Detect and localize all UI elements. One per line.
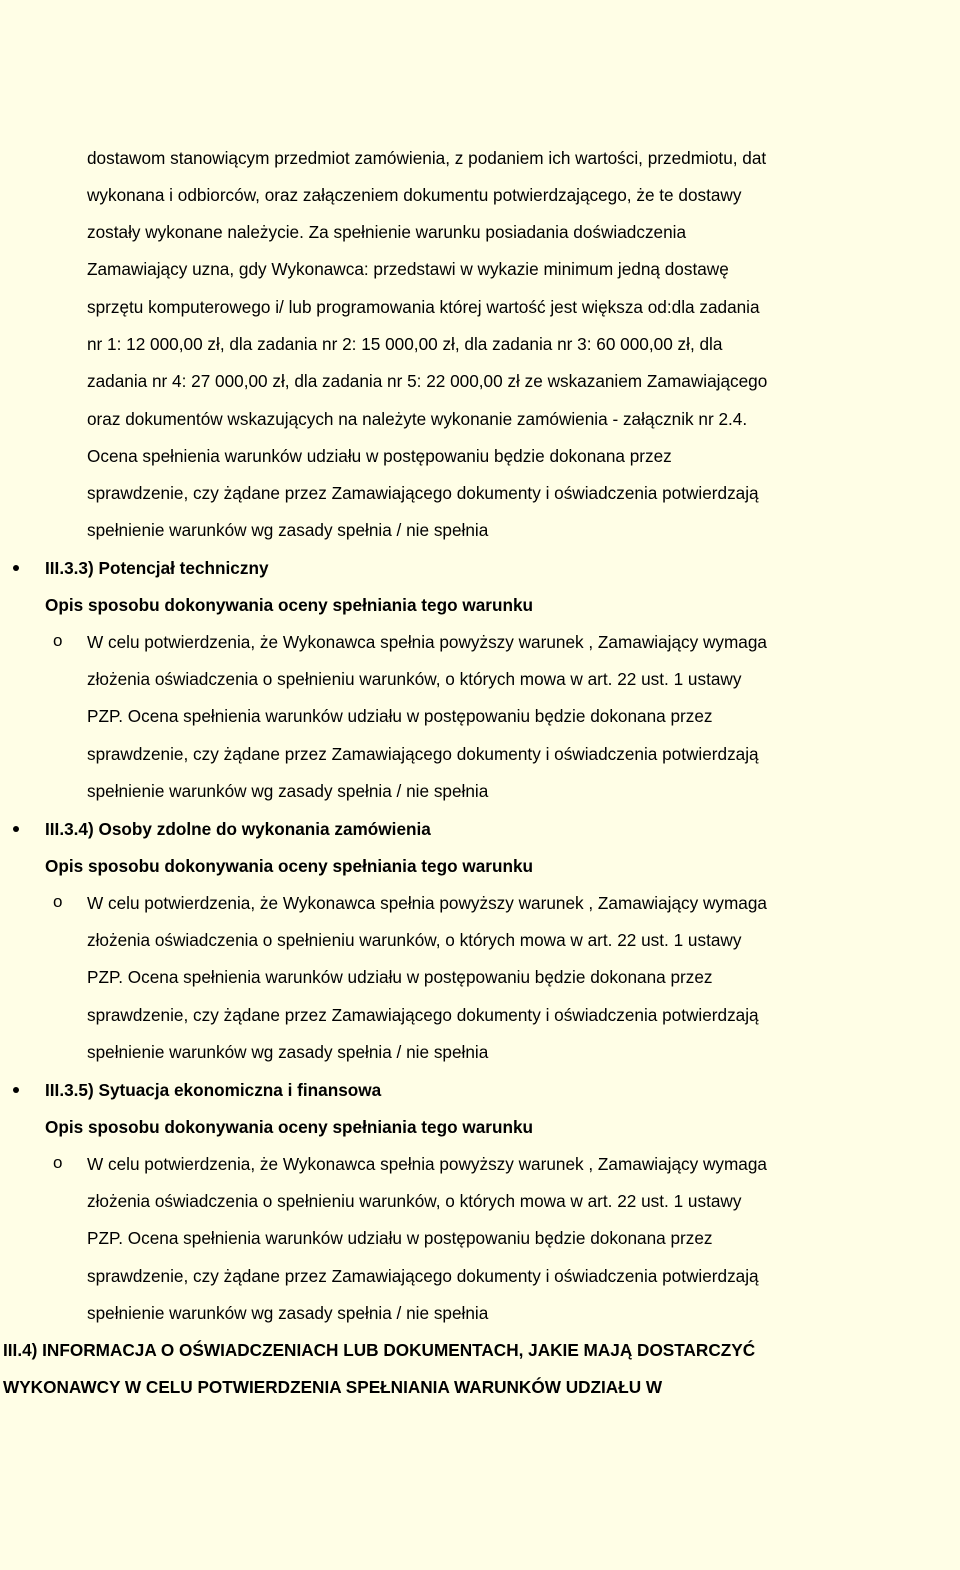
section-line: W celu potwierdzenia, że Wykonawca spełnia powyższy warunek , Zamawiający wymaga [87, 1154, 767, 1174]
section-heading: III.3.3) Potencjał techniczny [45, 558, 269, 578]
intro-line: sprawdzenie, czy żądane przez Zamawiającego dokumenty i oświadczenia potwierdzają [87, 483, 759, 503]
sub-bullet-icon: o [53, 892, 63, 911]
intro-line: dostawom stanowiącym przedmiot zamówienia, z podaniem ich wartości, przedmiotu, dat [87, 148, 767, 168]
intro-line: sprzętu komputerowego i/ lub programowania której wartość jest większa od:dla zadania [87, 297, 760, 317]
intro-line: oraz dokumentów wskazujących na należyte wykonanie zamówienia - załącznik nr 2.4. [87, 409, 748, 429]
section-line: złożenia oświadczenia o spełnieniu warunków, o których mowa w art. 22 ust. 1 ustawy [87, 669, 742, 689]
section-subheading: Opis sposobu dokonywania oceny spełniania tego warunku [45, 595, 534, 615]
intro-line: nr 1: 12 000,00 zł, dla zadania nr 2: 15 000,00 zł, dla zadania nr 3: 60 000,00 zł, dla [87, 334, 723, 354]
bullet-icon [13, 565, 19, 571]
section-line: sprawdzenie, czy żądane przez Zamawiającego dokumenty i oświadczenia potwierdzają [87, 1005, 759, 1025]
section-line: sprawdzenie, czy żądane przez Zamawiającego dokumenty i oświadczenia potwierdzają [87, 1266, 759, 1286]
section-line: PZP. Ocena spełnienia warunków udziału w postępowaniu będzie dokonana przez [87, 706, 713, 726]
section-subheading: Opis sposobu dokonywania oceny spełniania tego warunku [45, 1117, 534, 1137]
chapter-heading: III.4) INFORMACJA O OŚWIADCZENIACH LUB DOKUMENTACH, JAKIE MAJĄ DOSTARCZYĆ [3, 1340, 756, 1360]
sub-bullet-icon: o [53, 1153, 63, 1172]
section-line: sprawdzenie, czy żądane przez Zamawiającego dokumenty i oświadczenia potwierdzają [87, 744, 759, 764]
section-line: W celu potwierdzenia, że Wykonawca spełnia powyższy warunek , Zamawiający wymaga [87, 632, 767, 652]
section-line: spełnienie warunków wg zasady spełnia / nie spełnia [87, 781, 489, 801]
section-subheading: Opis sposobu dokonywania oceny spełniania tego warunku [45, 856, 534, 876]
intro-line: Ocena spełnienia warunków udziału w postępowaniu będzie dokonana przez [87, 446, 672, 466]
section-line: spełnienie warunków wg zasady spełnia / nie spełnia [87, 1042, 489, 1062]
intro-line: spełnienie warunków wg zasady spełnia / nie spełnia [87, 520, 489, 540]
section-line: spełnienie warunków wg zasady spełnia / nie spełnia [87, 1303, 489, 1323]
section-line: złożenia oświadczenia o spełnieniu warunków, o których mowa w art. 22 ust. 1 ustawy [87, 930, 742, 950]
section-line: W celu potwierdzenia, że Wykonawca spełnia powyższy warunek , Zamawiający wymaga [87, 893, 767, 913]
section-heading: III.3.5) Sytuacja ekonomiczna i finansowa [45, 1080, 382, 1100]
section-heading: III.3.4) Osoby zdolne do wykonania zamówienia [45, 819, 431, 839]
intro-line: zostały wykonane należycie. Za spełnienie warunku posiadania doświadczenia [87, 222, 687, 242]
section-line: PZP. Ocena spełnienia warunków udziału w postępowaniu będzie dokonana przez [87, 1228, 713, 1248]
intro-line: Zamawiający uzna, gdy Wykonawca: przedstawi w wykazie minimum jedną dostawę [87, 259, 729, 279]
intro-line: wykonana i odbiorców, oraz załączeniem dokumentu potwierdzającego, że te dostawy [87, 185, 742, 205]
section-line: PZP. Ocena spełnienia warunków udziału w postępowaniu będzie dokonana przez [87, 967, 713, 987]
bullet-icon [13, 826, 19, 832]
chapter-heading: WYKONAWCY W CELU POTWIERDZENIA SPEŁNIANIA WARUNKÓW UDZIAŁU W [3, 1377, 663, 1397]
bullet-icon [13, 1087, 19, 1093]
sub-bullet-icon: o [53, 631, 63, 650]
intro-line: zadania nr 4: 27 000,00 zł, dla zadania nr 5: 22 000,00 zł ze wskazaniem Zamawiającego [87, 371, 768, 391]
section-line: złożenia oświadczenia o spełnieniu warunków, o których mowa w art. 22 ust. 1 ustawy [87, 1191, 742, 1211]
